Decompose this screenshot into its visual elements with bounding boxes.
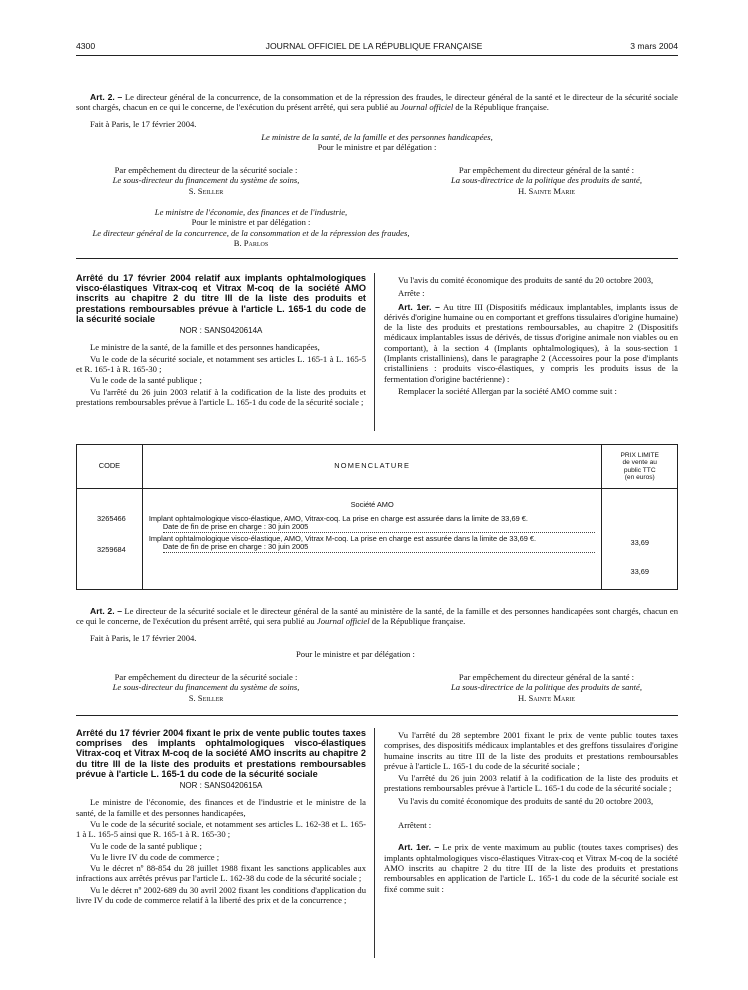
table-row: 3265466 (97, 514, 126, 523)
arrete2-art1: Art. 1er. – Le prix de vente maximum au public (toutes taxes comprises) des implants ophtalmologiques visco-élastiques Vitrax-coq et Vitrax M-coq de la société AMO inscrits au chapitre 2 du titre III de la liste des produits et prestations remboursables en application de l'article L. 165-1 du code de la sécurité sociale est fixé comme suit : (384, 842, 679, 894)
second-article-block (76, 606, 678, 659)
arrete1-title: Arrêté du 17 février 2004 relatif aux implants ophtalmologiques visco-élastiques Vitrax-coq et Vitrax M-coq de la société AMO inscrits au chapitre 2 du titre III de la liste des produits et prestations remboursables prévue à l'article L. 165-1 du code de la sécurité sociale (76, 273, 366, 324)
table-nomenclature-cell: Société AMO Implant ophtalmologique visco-élastique, AMO, Vitrax-coq. La prise en charge est assurée dans la limite de 33,69 €. Date de fin de prise en charge : 30 juin 2005 Implant ophtalmologique visco-élastique, AMO, Vitrax M-coq. La prise en charge est assurée dans la limite de 33,69 €. Date de fin de prise en charge : 30 juin 2005 (142, 489, 602, 590)
signature-economy: Le ministre de l'économie, des finances et de l'industrie, Pour le ministre et par délégation : Le directeur général de la concurrence, de la consommation et de la répression des fraudes, B. Parlos (92, 207, 410, 248)
signature-right: Par empêchement du directeur général de la santé : La sous-directrice de la politique des produits de santé, H. Sainte Marie (450, 165, 643, 196)
arrete1-left-column: Arrêté du 17 février 2004 relatif aux implants ophtalmologiques visco-élastiques Vitrax-coq et Vitrax M-coq de la société AMO inscrits au chapitre 2 du titre III de la liste des produits et prestations remboursables prévue à l'article L. 165-1 du code de la sécurité sociale NOR : SANS0420614A Le ministre de la santé, de la famille et des personnes handicapées, Vu le code de la sécurité sociale, et notamment ses articles L. 165-1 à L. 165-5 et R. 165-1 à R. 165-30 ; Vu le code de la santé publique ; Vu l'arrêté du 26 juin 2003 relatif à la codification de la liste des produits et prestations remboursables prévue à l'article L. 165-1 du code de la sécurité sociale ; (76, 273, 366, 407)
art2-label: Art. 2. – (90, 92, 123, 102)
art2b-paragraph: Art. 2. – Le directeur de la sécurité sociale et le directeur général de la santé au ministère de la santé, de la famille et des personnes handicapées sont chargés, chacun en ce qui le concerne, de l'exécution du présent arrêté, qui sera publié au Journal officiel de la République française. (76, 606, 678, 627)
section-rule-2 (76, 715, 678, 716)
table-header-code: CODE (77, 445, 143, 489)
fait-line: Fait à Paris, le 17 février 2004. (90, 118, 197, 129)
arrete2-arretent: Arrêtent : (398, 820, 432, 831)
ministre-sante: Le ministre de la santé, de la famille et des personnes handicapées, (261, 131, 493, 142)
art2-paragraph: Art. 2. – Le directeur général de la concurrence, de la consommation et de la répression des fraudes, le directeur général de la santé et le directeur de la sécurité sociale sont chargés, chacun en ce qui le concerne, de l'exécution du présent arrêté, qui sera publié au Journal officiel de la République française. (76, 92, 679, 113)
arrete1-art1: Art. 1er. – Au titre III (Dispositifs médicaux implantables, implants issus de dérivés d'origine humaine ou en comportant et greffons tissulaires d'origine humaine) de la liste des produits et prestations remboursables, au chapitre 2 (Dispositifs médicaux implantables issus de dérivés, de tissus d'origine animale non viables ou en comportant), à la section 4 (Implants ophtalmologiques), à la sous-section 1 (Implants cristalliniens), dans le paragraphe 2 (Accessoires pour la pose d'implants cristalliniens : produits visco-élastiques, y compris les produits issus de la fermentation d'origine bactérienne) : (384, 301, 678, 384)
arrete1-nor: NOR : SANS0420614A (179, 326, 263, 336)
nomenclature-table (76, 444, 678, 590)
prix-value: 33,69 (630, 538, 649, 547)
journal-title: JOURNAL OFFICIEL DE LA RÉPUBLIQUE FRANÇAISE (265, 41, 483, 51)
table-prix-cell (602, 489, 678, 590)
table-code-cell (77, 489, 143, 590)
societe-label: Société AMO (350, 500, 394, 509)
signature-left: Par empêchement du directeur de la sécurité sociale : Le sous-directeur du financement du système de soins, S. Seiller (112, 165, 300, 196)
arrete2-nor: NOR : SANS0420615A (179, 781, 263, 791)
table-row: 3259684 (97, 544, 126, 554)
prix-value: 33,69 (630, 566, 649, 576)
signature-left-2: Par empêchement du directeur de la sécurité sociale : Le sous-directeur du financement du système de soins, S. Seiller (112, 672, 300, 703)
fait-line-2: Fait à Paris, le 17 février 2004. (90, 632, 197, 643)
arrete2-title: Arrêté du 17 février 2004 fixant le prix de vente public toutes taxes comprises des implants ophtalmologiques visco-élastiques Vitrax-coq et Vitrax M-coq de la société AMO inscrits au chapitre 2 du titre III de la liste des produits et prestations remboursables prévue à l'article L. 165-1 du code de la sécurité sociale (76, 728, 366, 779)
arrete1-arrete: Arrête : (398, 288, 425, 299)
header-rule (76, 55, 678, 56)
delegation-line-2: Pour le ministre et par délégation : (296, 648, 415, 659)
table-header-prix: PRIX LIMITE de vente au public TTC (en euros) (602, 445, 678, 489)
signature-right-2: Par empêchement du directeur général de la santé : La sous-directrice de la politique des produits de santé, H. Sainte Marie (450, 672, 643, 703)
table-header-nomenclature: NOMENCLATURE (142, 445, 602, 489)
arrete1-right-column: Vu l'avis du comité économique des produits de santé du 20 octobre 2003, Arrête : Art. 1er. – Au titre III (Dispositifs médicaux implantables, implants issus de dérivés d'origine humaine ou en comportant et greffons tissulaires d'origine humaine) de la liste des produits et prestations remboursables, au chapitre 2 (Dispositifs médicaux implantables issus de dérivés, de tissus d'origine animale non viables ou en comportant), à la section 4 (Implants ophtalmologiques), à la sous-section 1 (Implants cristalliniens), dans le paragraphe 2 (Accessoires pour la pose d'implants cristalliniens : produits visco-élastiques, y compris les produits issus de la fermentation d'origine bactérienne) : Remplacer la société Allergan par la société AMO comme suit : (384, 275, 678, 396)
column-separator-2 (374, 728, 375, 958)
section-rule-1 (76, 258, 678, 259)
first-article-block (76, 92, 678, 152)
arrete2-left-column: Arrêté du 17 février 2004 fixant le prix de vente public toutes taxes comprises des implants ophtalmologiques visco-élastiques Vitrax-coq et Vitrax M-coq de la société AMO inscrits au chapitre 2 du titre III de la liste des produits et prestations remboursables prévue à l'article L. 165-1 du code de la sécurité sociale NOR : SANS0420615A Le ministre de l'économie, des finances et de l'industrie et le ministre de la santé, de la famille et des personnes handicapées, Vu le code de la sécurité sociale, et notamment ses articles L. 162-38 et L. 165-1 à L. 165-5 ainsi que R. 165-1 à R. 165-30 ; Vu le code de la santé publique ; Vu le livre IV du code de commerce ; Vu le décret nº 88-854 du 28 juillet 1988 fixant les sanctions applicables aux infractions aux arrêtés prévus par l'article L. 162-38 du code de la sécurité sociale ; Vu le décret nº 2002-689 du 30 avril 2002 fixant les conditions d'application du livre IV du code de commerce relatif à la liberté des prix et de la concurrence ; (76, 728, 366, 905)
page-date: 3 mars 2004 (630, 41, 678, 51)
page-number: 4300 (76, 41, 96, 51)
column-separator-1 (374, 273, 375, 431)
arrete2-right-column: Vu l'arrêté du 28 septembre 2001 fixant le prix de vente public toutes taxes comprises, des dispositifs médicaux implantables et des greffons tissulaires d'origine humaine inscrits au titre III de la liste des produits et prestations remboursables prévue à l'article L. 165-1 du code de la sécurité sociale ; Vu l'arrêté du 26 juin 2003 relatif à la codification de la liste des produits et prestations remboursables prévue à l'article L. 165-1 du code de la sécurité sociale ; Vu l'avis du comité économique des produits de santé du 20 octobre 2003, Arrêtent : Art. 1er. – Le prix de vente maximum au public (toutes taxes comprises) des implants ophtalmologiques visco-élastiques Vitrax-coq et Vitrax M-coq de la société AMO inscrits au chapitre 2 du titre III de la liste des produits et prestations remboursables en application de l'article L. 165-1 du code de la sécurité sociale est fixé comme suit : (384, 730, 679, 894)
delegation-line: Pour le ministre et par délégation : (317, 142, 437, 153)
